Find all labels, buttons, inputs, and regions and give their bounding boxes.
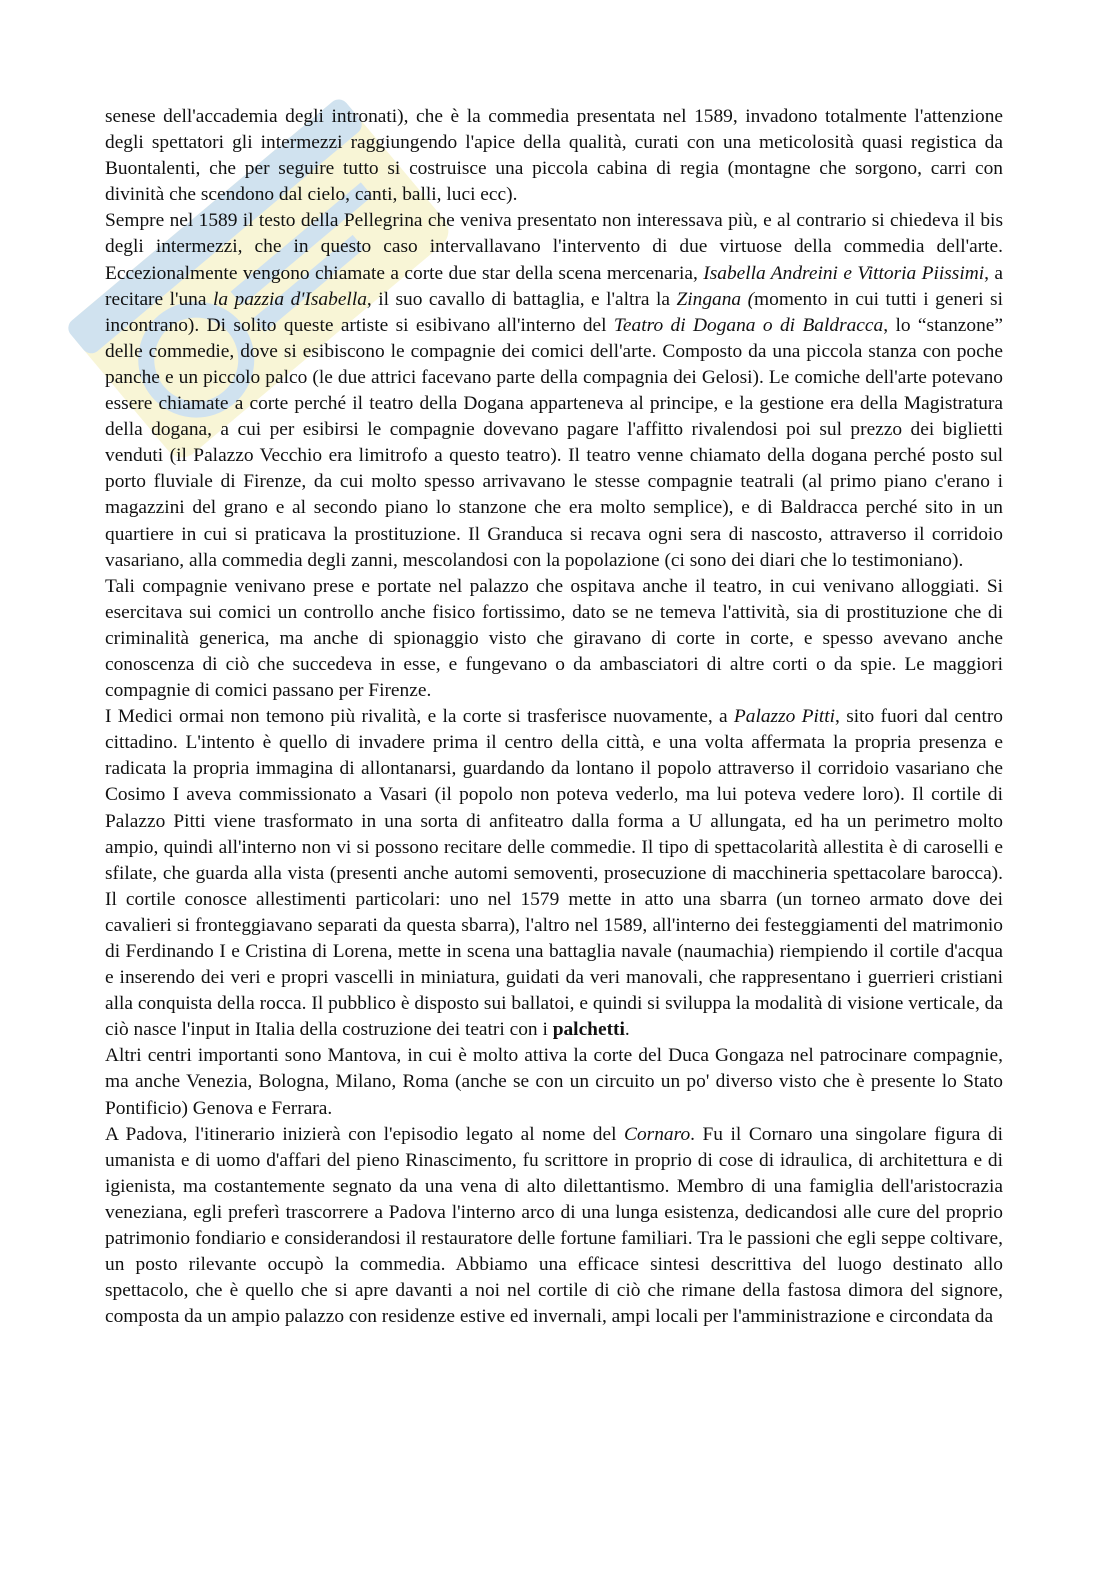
text-run: . (624, 1019, 630, 1041)
paragraph (105, 104, 1003, 208)
text-run: , lo “stanzone” delle commedie, dove si esibiscono le compagnie dei comici dell'arte. Composto da una piccola stanza con poche panche e un piccolo palco (le due attrici facevano parte della compagnia dei Gelosi). Le comiche dell'arte potevano essere chiamate a corte perché il teatro della Dogana apparteneva al principe, e la gestione era della Magistratura della dogana, a cui per esibirsi le compagnie dovevano pagare l'affitto rivalendosi poi sul prezzo dei biglietti venduti (il Palazzo Vecchio era limitrofo a questo teatro). Il teatro venne chiamato della dogana perché posto sul porto fluviale di Firenze, da cui molto spesso arrivavano le stesse compagnie teatrali (al primo piano c'erano i magazzini del grano e al secondo piano lo stanzone che era molto semplice), e di Baldracca perché sito in un quartiere in cui si praticava la prostituzione. Il Granduca si recava ogni sera di nascosto, attraverso il corridoio vasariano, alla commedia degli zanni, mescolandosi con la popolazione (ci sono dei diari che lo testimoniano). (105, 314, 1003, 571)
italic-text: Teatro di Dogana o di Baldracca (613, 314, 884, 336)
text-run: Altri centri importanti sono Mantova, in cui è molto attiva la corte del Duca Gongaza nel patrocinare compagnie, ma anche Venezia, Bologna, Milano, Roma (anche se con un circuito un po' diverso visto che è presente lo Stato Pontificio) Genova e Ferrara. (105, 1045, 1003, 1119)
text-run: I Medici ormai non temono più rivalità, e la corte si trasferisce nuovamente, a (105, 706, 734, 728)
text-run: , il suo cavallo di battaglia, e l'altra la (366, 288, 677, 310)
text-run: Sempre nel 1589 il testo della Pellegrina che veniva presentato non interessava più, e al contrario si chiedeva il bis degli intermezzi, che in questo caso intervallavano l'intervento di due virtuose della commedia dell'arte. Eccezionalmente vengono chiamate a corte due star della scena mercenaria, (105, 210, 1003, 284)
text-run: . Fu il Cornaro una singolare figura di umanista e di uomo d'affari del pieno Rinascimento, fu scrittore in proprio di cose di idraulica, di architettura e di igienista, ma costantemente segnato da una vena di alto dilettantismo. Membro di una famiglia dell'aristocrazia veneziana, egli preferì trascorrere a Padova l'interno arco di una lunga esistenza, dedicandosi alle cure del proprio patrimonio fondiario e considerandosi il restauratore delle fortune familiari. Tra le passioni che egli seppe coltivare, un posto rilevante occupò la commedia. Abbiamo una efficace sintesi descrittiva del luogo destinato allo spettacolo, che è quello che si apre davanti a noi nel cortile di ciò che rimane della fastosa dimora del signore, composta da un ampio palazzo con residenze estive ed invernali, ampi locali per l'amministrazione e circondata da (105, 1123, 1003, 1328)
italic-text: Cornaro (624, 1123, 691, 1145)
bold-text: palchetti (552, 1019, 625, 1041)
italic-text: Palazzo Pitti (733, 706, 836, 728)
paragraph (105, 574, 1003, 704)
text-run: Tali compagnie venivano prese e portate nel palazzo che ospitava anche il teatro, in cui venivano alloggiati. Si esercitava sui comici un controllo anche fisico fortissimo, dato se ne temeva l'attività, sia di prostituzione che di criminalità generica, ma anche di spionaggio visto che giravano di corte in corte, e spesso avevano anche conoscenza di ciò che succedeva in esse, e fungevano o da ambasciatori di altre corti o da spie. Le maggiori compagnie di comici passano per Firenze. (105, 575, 1003, 702)
paragraph (105, 208, 1003, 573)
italic-text: la pazzia d'Isabella (212, 288, 367, 310)
paragraph (105, 1122, 1003, 1331)
text-run: , a recitare l'una (105, 262, 1003, 310)
text-run: A Padova, l'itinerario inizierà con l'episodio legato al nome del (105, 1123, 625, 1145)
paragraph (105, 704, 1003, 1043)
document-page (105, 104, 1003, 1330)
paragraph (105, 1043, 1003, 1121)
italic-text: Isabella Andreini e Vittoria Piissimi (703, 262, 985, 284)
text-run: momento in cui tutti i generi si incontrano). Di solito queste artiste si esibivano all'interno del (105, 288, 1003, 336)
text-run: senese dell'accademia degli intronati), che è la commedia presentata nel 1589, invadono totalmente l'attenzione degli spettatori gli intermezzi raggiungendo l'apice della qualità, curati con una meticolosità quasi registica da Buontalenti, che per seguire tutto si costruisce una piccola cabina di regia (montagne che sorgono, carri con divinità che scendono dal cielo, canti, balli, luci ecc). (105, 106, 1003, 206)
italic-text: Zingana ( (676, 288, 755, 310)
text-run: , sito fuori dal centro cittadino. L'intento è quello di invadere prima il centro della città, e una volta affermata la propria presenza e radicata la propria immagina di allontanarsi, guardando da lontano il popolo attraverso il corridoio vasariano che Cosimo I aveva commissionato a Vasari (il popolo non poteva vederlo, ma lui poteva vedere loro). Il cortile di Palazzo Pitti viene trasformato in una sorta di anfiteatro dalla forma a U allungata, ed ha un perimetro molto ampio, quindi all'interno non vi si possono recitare delle commedie. Il tipo di spettacolarità allestita è di caroselli e sfilate, che guarda alla vista (presenti anche automi semoventi, prosecuzione di macchineria spettacolare barocca). Il cortile conosce allestimenti particolari: uno nel 1579 mette in atto una sbarra (un torneo armato dove dei cavalieri si fronteggiavano separati da questa sbarra), l'altro nel 1589, all'interno dei festeggiamenti del matrimonio di Ferdinando I e Cristina di Lorena, mette in scena una battaglia navale (naumachia) riempiendo il cortile d'acqua e inserendo dei veri e propri vascelli in miniatura, guidati da veri manovali, che rappresentano i guerrieri cristiani alla conquista della rocca. Il pubblico è disposto sui ballatoi, e quindi si sviluppa la modalità di visione verticale, da ciò nasce l'input in Italia della costruzione dei teatri con i (105, 706, 1003, 1041)
